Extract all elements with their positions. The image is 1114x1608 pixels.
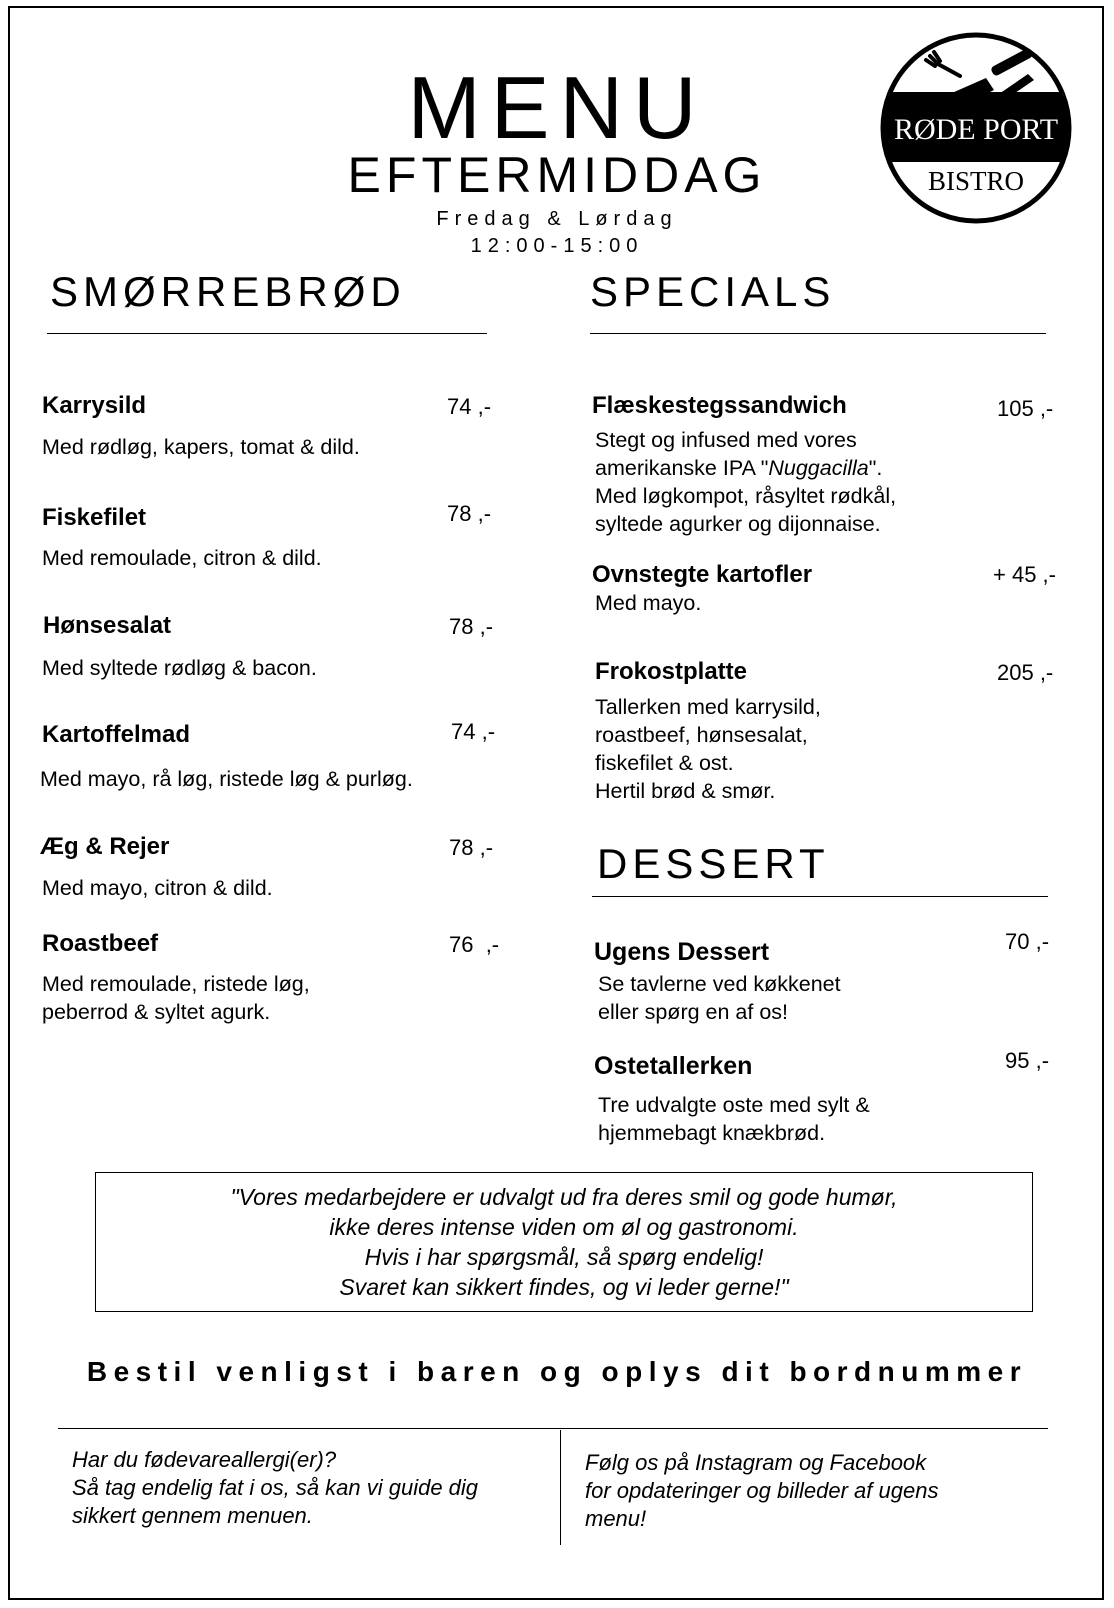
section-rule-smorrebrod [47, 333, 487, 334]
section-rule-specials [590, 333, 1046, 334]
item-desc: Med remoulade, citron & dild. [42, 546, 322, 570]
item-desc: hjemmebagt knækbrød. [598, 1121, 826, 1145]
item-desc: roastbeef, hønsesalat, [595, 723, 808, 747]
section-title-specials: SPECIALS [590, 268, 836, 315]
quote-line: "Vores medarbejdere er udvalgt ud fra deres smil og gode humør, [230, 1184, 898, 1210]
item-desc: syltede agurker og dijonnaise. [595, 512, 881, 536]
item-price: 74 ,- [451, 719, 496, 744]
menu-subtitle: EFTERMIDDAG [347, 147, 767, 203]
item-desc: Med mayo, citron & dild. [42, 876, 273, 900]
item-desc: Tallerken med karrysild, [595, 695, 821, 719]
allergy-line: sikkert gennem menuen. [72, 1503, 313, 1528]
footer-rule [58, 1428, 1048, 1429]
item-name: Fiskefilet [42, 504, 147, 531]
item-name: Ovnstegte kartofler [592, 561, 813, 588]
item-name: Karrysild [42, 392, 147, 419]
item-name: Ugens Dessert [594, 938, 770, 966]
item-price: 78 ,- [449, 614, 494, 639]
item-desc: Hertil brød & smør. [595, 779, 776, 803]
logo-name-line2: BISTRO [927, 166, 1025, 196]
item-name: Hønsesalat [43, 612, 172, 639]
section-title-dessert: DESSERT [597, 840, 830, 887]
allergy-line: Så tag endelig fat i os, så kan vi guide dig [72, 1475, 479, 1500]
item-price: + 45 ,- [993, 562, 1056, 587]
item-price: 76 ,- [449, 932, 500, 957]
item-price: 78 ,- [449, 835, 494, 860]
item-price: 105 ,- [997, 396, 1054, 421]
item-desc: Se tavlerne ved køkkenet [598, 972, 841, 996]
item-name: Æg & Rejer [40, 833, 170, 860]
item-desc: Med remoulade, ristede løg, [42, 972, 310, 996]
opening-hours: 12:00-15:00 [470, 235, 644, 257]
section-title-smorrebrod: SMØRREBRØD [50, 268, 406, 315]
item-price: 205 ,- [997, 660, 1054, 685]
item-desc: Med syltede rødløg & bacon. [42, 656, 317, 680]
item-desc: Tre udvalgte oste med sylt & [598, 1093, 870, 1117]
quote-line: ikke deres intense viden om øl og gastronomi. [329, 1214, 799, 1240]
menu-title: MENU [407, 58, 707, 157]
item-desc: Stegt og infused med vores [595, 428, 857, 452]
logo-name-line1: RØDE PORT [893, 113, 1059, 146]
item-price: 74 ,- [447, 394, 492, 419]
section-rule-dessert [592, 896, 1048, 897]
staff-quote-box [95, 1172, 1033, 1312]
bistro-logo [878, 30, 1074, 226]
order-instructions: Bestil venligst i baren og oplys dit bordnummer [86, 1356, 1028, 1387]
allergy-line: Har du fødevareallergi(er)? [72, 1447, 337, 1472]
item-price: 78 ,- [447, 501, 492, 526]
item-desc: Med rødløg, kapers, tomat & dild. [42, 435, 360, 459]
item-desc: Med mayo. [595, 591, 702, 615]
footer-divider [560, 1430, 561, 1545]
social-line: Følg os på Instagram og Facebook [585, 1450, 927, 1475]
item-price: 95 ,- [1005, 1048, 1050, 1073]
quote-line: Svaret kan sikkert findes, og vi leder gerne!" [339, 1274, 789, 1300]
item-name: Kartoffelmad [42, 721, 191, 748]
item-name: Flæskestegssandwich [592, 392, 847, 419]
opening-days: Fredag & Lørdag [436, 208, 678, 230]
item-desc: fiskefilet & ost. [595, 751, 734, 775]
item-price: 70 ,- [1005, 929, 1050, 954]
item-desc: Med mayo, rå løg, ristede løg & purløg. [40, 767, 413, 791]
item-desc: Med løgkompot, råsyltet rødkål, [595, 484, 897, 508]
item-desc: peberrod & syltet agurk. [42, 1000, 271, 1024]
item-name: Ostetallerken [594, 1052, 753, 1080]
item-desc: amerikanske IPA "Nuggacilla". [595, 456, 883, 480]
item-name: Frokostplatte [595, 658, 748, 685]
quote-line: Hvis i har spørgsmål, så spørg endelig! [364, 1244, 764, 1270]
social-line: menu! [585, 1506, 647, 1531]
item-name: Roastbeef [42, 930, 159, 957]
item-desc: eller spørg en af os! [598, 1000, 789, 1024]
social-line: for opdateringer og billeder af ugens [585, 1478, 939, 1503]
